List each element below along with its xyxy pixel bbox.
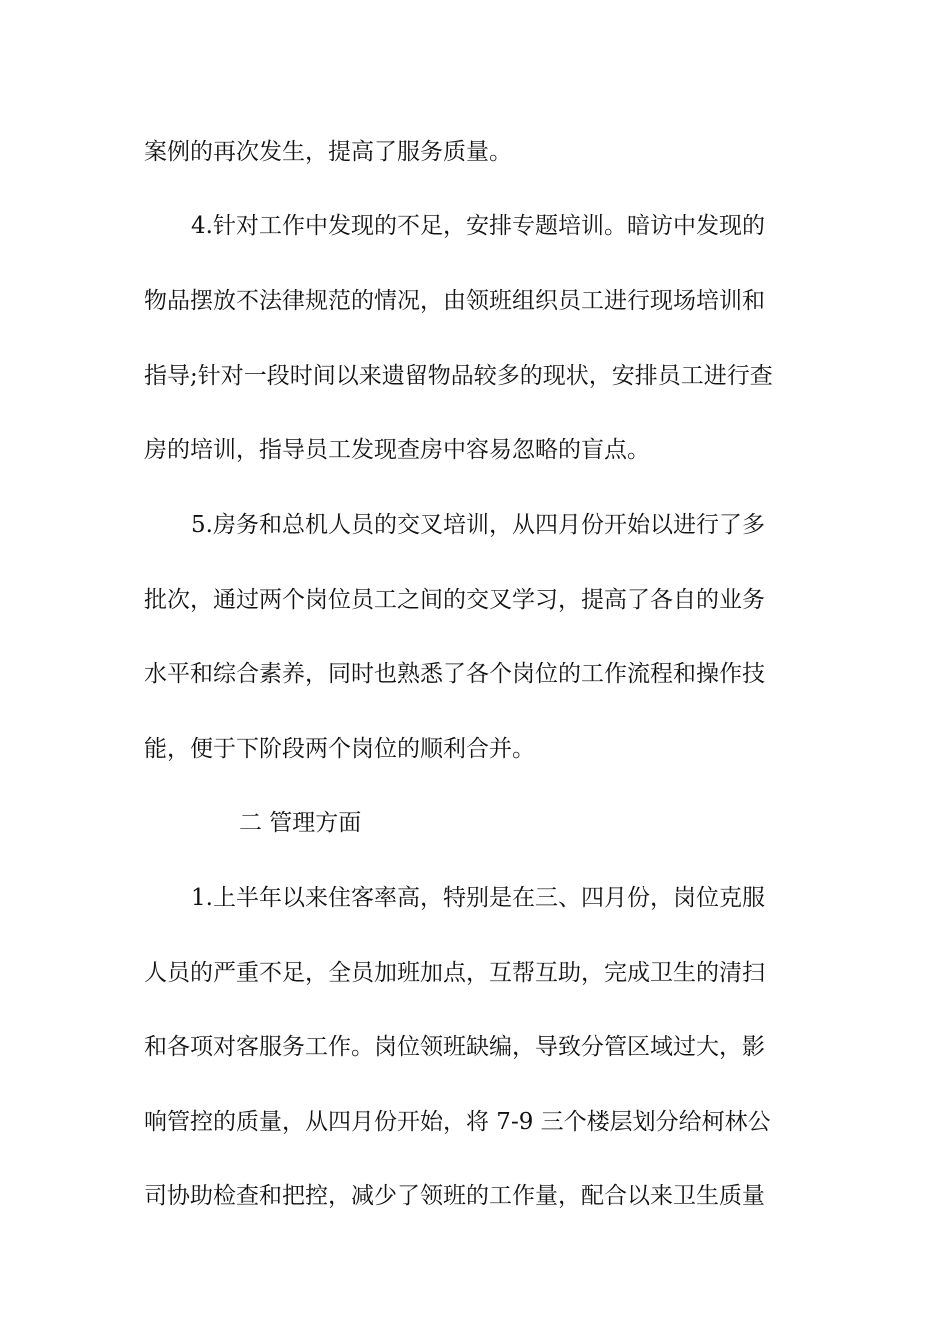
text-line-1: 案例的再次发生，提高了服务质量。 — [144, 139, 512, 165]
text-line-3: 物品摆放不法律规范的情况，由领班组织员工进行现场培训和 — [144, 288, 765, 314]
text-line-7: 批次，通过两个岗位员工之间的交叉学习，提高了各自的业务 — [144, 587, 765, 613]
text-line-9: 能，便于下阶段两个岗位的顺利合并。 — [144, 736, 535, 762]
text-line-13: 和各项对客服务工作。岗位领班缺编，导致分管区域过大，影 — [144, 1034, 765, 1060]
text-line-15: 司协助检查和把控，减少了领班的工作量，配合以来卫生质量 — [144, 1183, 765, 1209]
section-heading: 二 管理方面 — [239, 810, 362, 836]
text-line-5: 房的培训，指导员工发现查房中容易忽略的盲点。 — [144, 437, 650, 463]
text-line-11: 1.上半年以来住客率高，特别是在三、四月份，岗位克服 — [191, 885, 765, 911]
text-line-4: 指导;针对一段时间以来遗留物品较多的现状，安排员工进行查 — [144, 363, 773, 389]
text-line-8: 水平和综合素养，同时也熟悉了各个岗位的工作流程和操作技 — [144, 661, 765, 687]
text-line-2: 4.针对工作中发现的不足，安排专题培训。暗访中发现的 — [191, 213, 765, 239]
text-line-12: 人员的严重不足，全员加班加点，互帮互助，完成卫生的清扫 — [144, 960, 765, 986]
text-line-14: 响管控的质量，从四月份开始，将 7-9 三个楼层划分给柯林公 — [144, 1109, 771, 1135]
text-line-6: 5.房务和总机人员的交叉培训，从四月份开始以进行了多 — [191, 512, 765, 538]
